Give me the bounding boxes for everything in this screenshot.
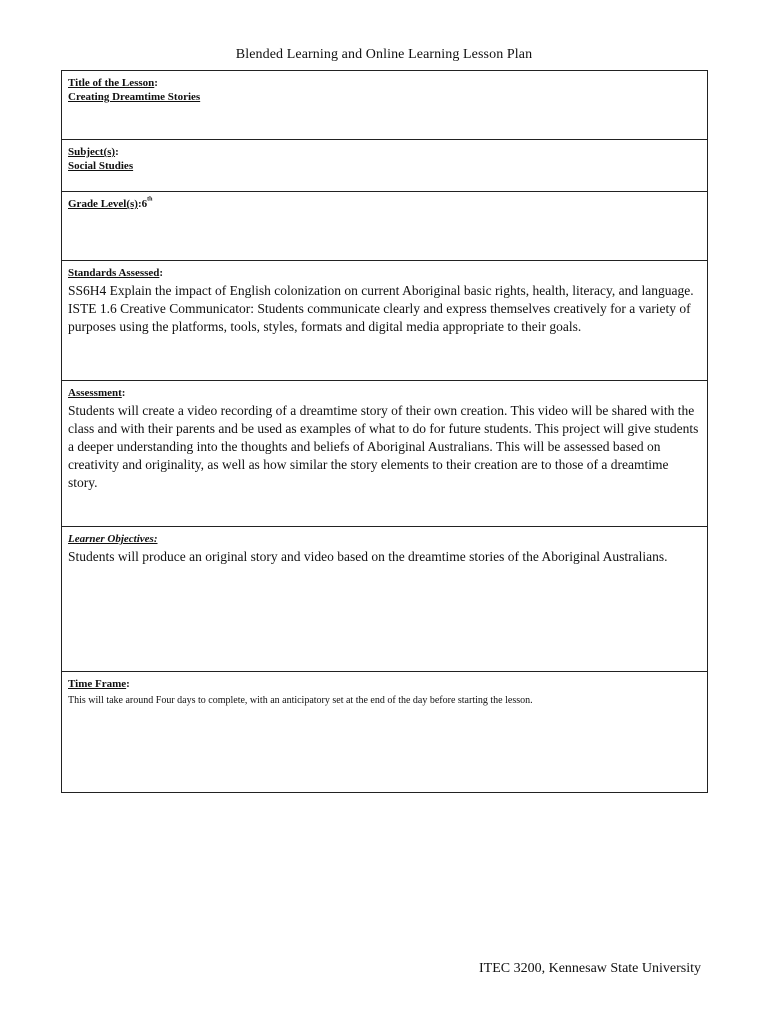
lesson-title-heading: Title of the Lesson [68,77,155,89]
standards-cell [62,261,708,381]
standards-colon: : [159,267,164,279]
grade-value: 6 [141,198,148,210]
objectives-cell [62,527,708,672]
assessment-text: Students will create a video recording of a dreamtime story of their own creation. This video will be shared with the class and with their parents and be used as examples of what to do for future students. This project will give students a deeper understanding into the thoughts and beliefs of Aboriginal Australians. This will be assessed based on creativity and originality, as well as how similar the story elements to their creation are to those of a dreamtime story. [68,403,699,490]
subject-cell [62,140,708,192]
grade-cell [62,192,708,261]
subject-value: Social Studies [68,160,134,172]
timeframe-heading: Time Frame [68,678,127,690]
assessment-row [62,381,708,527]
timeframe-colon: : [126,678,130,690]
standards-heading: Standards Assessed [68,267,160,279]
timeframe-cell [62,672,708,793]
lesson-plan-table [61,70,708,793]
grade-heading: Grade Level(s) [68,198,138,210]
assessment-cell [62,381,708,527]
subject-colon: : [115,146,119,158]
subject-heading: Subject(s) [68,146,116,158]
lesson-title-cell [62,71,708,140]
grade-colon: : [137,198,142,210]
timeframe-text: This will take around Four days to complete, with an anticipatory set at the end of the day before starting the lesson. [68,695,533,706]
subject-row [62,140,708,192]
document-footer: ITEC 3200, Kennesaw State University [478,961,701,976]
lesson-title-colon: : [154,77,158,89]
standards-line-1: SS6H4 Explain the impact of English colonization on current Aboriginal basic rights, health, literacy, and language. [68,283,694,298]
grade-row [62,192,708,261]
standards-row [62,261,708,381]
grade-suffix: th [147,196,153,203]
objectives-text: Students will produce an original story and video based on the dreamtime stories of the Aboriginal Australians. [68,549,668,564]
assessment-heading: Assessment [68,387,122,399]
assessment-colon: : [121,387,126,399]
timeframe-row [62,672,708,793]
lesson-title-row [62,71,708,140]
objectives-row [62,527,708,672]
lesson-title-value: Creating Dreamtime Stories [68,91,201,103]
document-title: Blended Learning and Online Learning Lesson Plan [235,47,533,62]
objectives-heading: Learner Objectives: [68,533,158,545]
standards-line-2: ISTE 1.6 Creative Communicator: Students communicate clearly and express themselves creatively for a variety of purposes using the platforms, tools, styles, formats and digital media appropriate to their goals. [68,301,691,334]
